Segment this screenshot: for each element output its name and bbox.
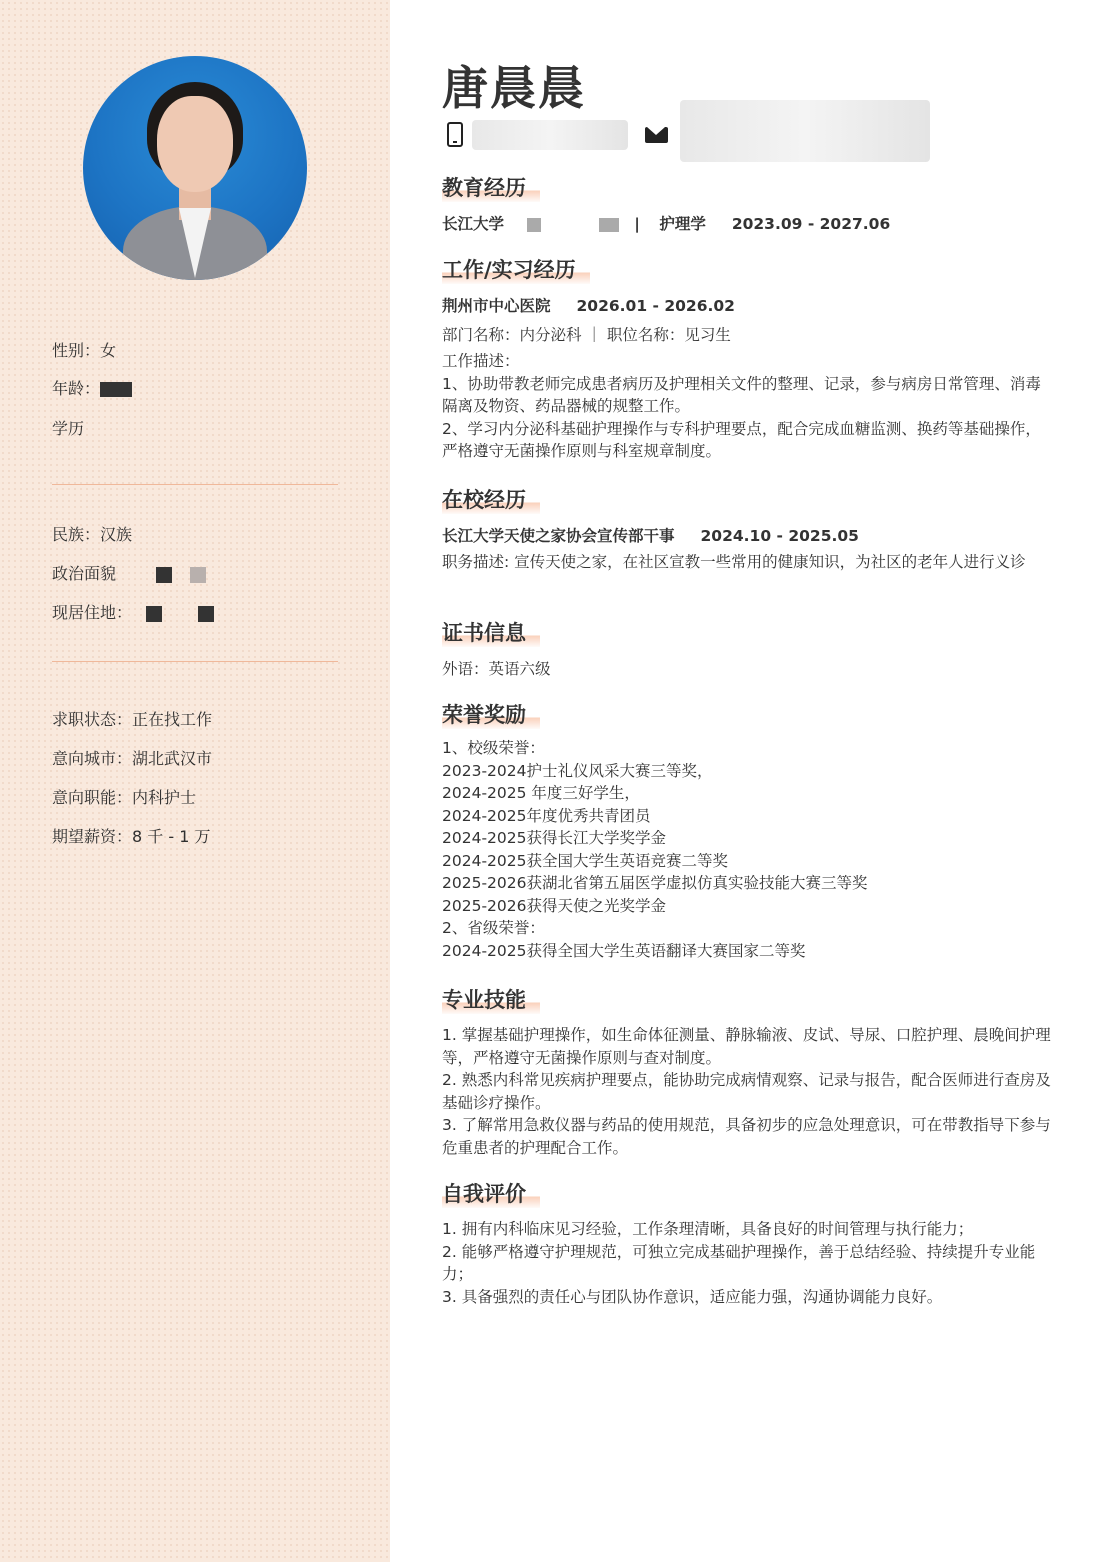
education-period: 2023.09 - 2027.06 [731,215,891,233]
sidebar-divider [52,484,338,485]
target-city-value: 湖北武汉市 [132,749,213,768]
target-city-row [52,746,212,769]
education-separator: | [634,215,640,233]
work-dept-line: 部门名称：内分泌科 ｜ 职位名称：见习生 [442,326,731,344]
target-role-value: 内科护士 [132,788,197,807]
honor-item: 2024-2025 年度三好学生， [442,784,640,802]
section-title-skills: 专业技能 [442,984,540,1014]
gender-label: 性别： [52,341,101,360]
work-period: 2026.01 - 2026.02 [576,297,735,315]
education-school: 长江大学 [442,215,505,233]
campus-role-line [442,524,859,546]
salary-value: 8 千 - 1 万 [132,827,211,846]
political-row [52,561,206,584]
ethnicity-label: 民族： [52,525,101,544]
phone-icon [447,122,463,147]
gender-value: 女 [100,341,117,360]
residence-row [52,600,214,623]
phone-redacted [472,120,628,150]
work-description [442,350,1052,463]
section-title-self: 自我评价 [442,1178,540,1208]
cert-line: 外语：英语六级 [442,660,551,678]
honor-item: 2025-2026获湖北省第五届医学虚拟仿真实验技能大赛三等奖 [442,874,868,892]
self-eval-item: 2. 能够严格遵守护理规范，可独立完成基础护理操作，善于总结经验、持续提升专业能力； [442,1242,1036,1283]
honor-item: 2024-2025年度优秀共青团员 [442,806,651,825]
email-redacted [680,100,930,162]
salary-row [52,824,211,847]
mail-icon [645,127,668,143]
ethnicity-row [52,522,132,545]
political-redacted [156,567,172,583]
campus-role: 长江大学天使之家协会宣传部干事 [442,527,675,545]
work-desc-item: 2、学习内分泌科基础护理操作与专科护理要点，配合完成血糖监测、换药等基础操作，严格遵守无菌操作原则与科室规章制度。 [442,419,1041,460]
honor-item: 2023-2024护士礼仪风采大赛三等奖， [442,761,713,780]
honor-item: 2025-2026获得天使之光奖学金 [442,896,666,915]
honor-item: 1、校级荣誉： [442,739,545,757]
work-desc-label: 工作描述： [442,352,520,370]
self-eval-item: 3. 具备强烈的责任心与团队协作意识，适应能力强，沟通协调能力良好。 [442,1287,943,1306]
sidebar-divider [52,661,338,662]
education-major: 护理学 [659,215,706,233]
campus-description: 职务描述: 宣传天使之家，在社区宣教一些常用的健康知识，为社区的老年人进行义诊 [442,553,1026,571]
skill-item: 1. 掌握基础护理操作，如生命体征测量、静脉输液、皮试、导尿、口腔护理、晨晚间护理等，严格遵守无菌操作原则与查对制度。 [442,1026,1051,1067]
skills-list [442,1024,1052,1159]
honor-item: 2024-2025获得长江大学奖学金 [442,829,666,847]
work-org-line [442,294,735,316]
skill-item: 2. 熟悉内科常见疾病护理要点，能协助完成病情观察、记录与报告，配合医师进行查房及基础诊疗操作。 [442,1071,1051,1112]
residence-redacted [146,606,162,622]
work-desc-item: 1、协助带教老师完成患者病历及护理相关文件的整理、记录，参与病房日常管理、消毒隔离及物资、药品器械的规整工作。 [442,374,1041,415]
self-eval-list [442,1218,1052,1308]
honor-item: 2024-2025获得全国大学生英语翻译大赛国家二等奖 [442,941,806,960]
honors-list [442,737,1052,962]
job-status-value: 正在找工作 [132,710,213,729]
honor-item: 2024-2025获全国大学生英语竞赛二等奖 [442,851,728,870]
target-role-label: 意向职能： [52,788,133,807]
skill-item: 3. 了解常用急救仪器与药品的使用规范，具备初步的应急处理意识，可在带教指导下参与危重患者的护理配合工作。 [442,1116,1051,1157]
profile-photo [83,56,307,280]
campus-period: 2024.10 - 2025.05 [700,527,859,545]
target-city-label: 意向城市： [52,749,133,768]
self-eval-item: 1. 拥有内科临床见习经验，工作条理清晰，具备良好的时间管理与执行能力； [442,1220,974,1238]
section-title-cert: 证书信息 [442,617,540,647]
gender-row [52,338,116,361]
section-title-work: 工作/实习经历 [442,254,590,284]
education-line [442,212,890,234]
salary-label: 期望薪资： [52,827,133,846]
age-redacted [100,382,132,397]
section-title-education: 教育经历 [442,172,540,202]
political-label: 政治面貌 [52,564,117,583]
age-label: 年龄： [52,379,101,398]
residence-label: 现居住地： [52,603,133,622]
age-row [52,376,132,399]
honor-item: 2、省级荣誉： [442,919,545,937]
candidate-name: 唐晨晨 [442,61,586,115]
target-role-row [52,785,196,808]
job-status-label: 求职状态： [52,710,133,729]
section-title-campus: 在校经历 [442,484,540,514]
work-org: 荆州市中心医院 [442,297,551,315]
education-label: 学历 [52,419,85,438]
section-title-honors: 荣誉奖励 [442,699,540,729]
education-row [52,416,84,439]
ethnicity-value: 汉族 [100,525,133,544]
job-status-row [52,707,212,730]
